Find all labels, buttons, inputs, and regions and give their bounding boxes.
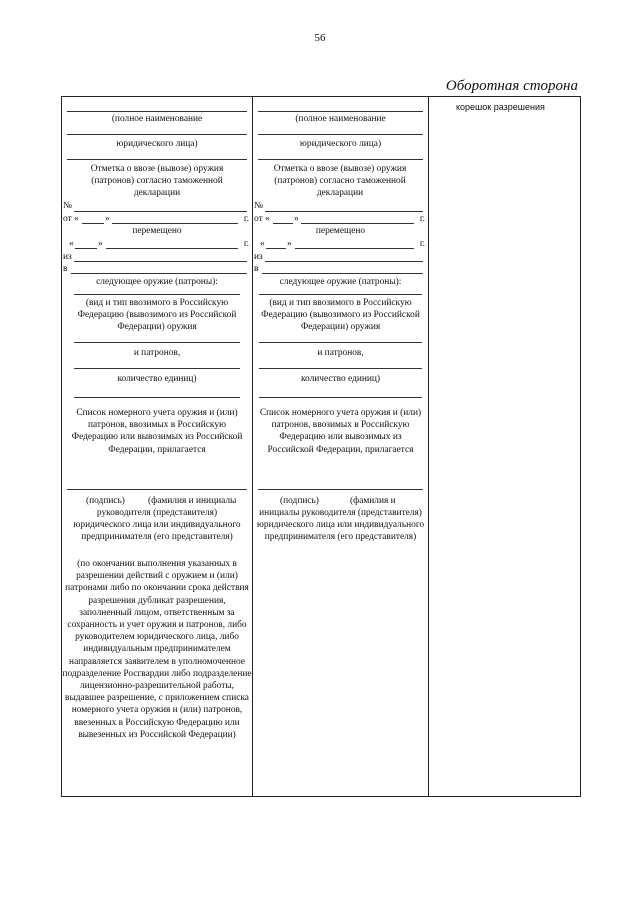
quote-close: » [98,239,103,249]
name-line [258,134,423,135]
year-label: г. [419,239,425,249]
from-place-field [265,261,423,262]
customs-caption: Отметка о ввозе (вывозе) оружия (патронов) согласно таможенной декларации [90,164,224,199]
page-number: 56 [314,32,326,44]
month-field [301,223,414,224]
customs-caption: Отметка о ввозе (вывозе) оружия (патронов) согласно таможенной декларации [273,164,407,199]
side-label: Оборотная сторона [445,78,578,94]
date-open-quote: « [260,239,265,249]
number-label: № [63,201,72,211]
quote-close: » [294,214,299,224]
signature-line [258,489,423,490]
form-table [61,96,581,797]
date-open-quote: « [69,239,74,249]
day-field [266,248,286,249]
column-divider-2 [428,97,429,796]
name-line [258,159,423,160]
name-line [67,159,247,160]
year-label: г. [243,214,249,224]
list-note: Список номерного учета оружия и (или) патронов, ввозимых в Российскую Федерацию или вывозимых из Российской Федерации, прилагается [71,408,243,455]
to-place-field [71,273,247,274]
signatory-caption: руководителя (представителя) юридического лица или индивидуального предпринимателя (его представителя) [73,508,241,543]
from-label: от « [63,214,79,224]
from-place-label: из [63,252,72,262]
number-label: № [254,201,263,211]
column-divider-1 [252,97,253,796]
quantity-caption: количество единиц) [300,374,381,384]
signatory-caption: инициалы руководителя (представителя) юридического лица или индивидуального предпринимателя (его представителя) [256,508,425,543]
quote-close: » [105,214,110,224]
month-field [112,223,238,224]
quantity-line [259,397,422,398]
year-label: г. [243,239,249,249]
day-field [75,248,97,249]
quantity-line [74,397,240,398]
year-label: г. [419,214,425,224]
number-field [74,211,247,212]
name-caption: юридического лица) [299,139,382,149]
full-name-caption: (фамилия и инициалы [148,496,237,506]
to-place-label: в [63,264,68,274]
weapons-label: следующее оружие (патроны): [279,277,402,287]
quantity-line [74,368,240,369]
cartridges-caption: и патронов, [133,348,181,358]
month-field [295,248,414,249]
from-place-label: из [254,252,263,262]
name-line [258,111,423,112]
weapon-type-caption: (вид и тип ввозимого в Российскую Федерацию (вывозимого из Российской Федерации) оружия [261,298,420,333]
name-caption: (полное наименование [295,114,386,124]
cartridges-caption: и патронов, [317,348,364,358]
to-place-field [262,273,423,274]
quantity-caption: количество единиц) [117,374,197,384]
signature-caption: (подпись) [86,496,125,506]
full-name-caption: (фамилия и [350,496,396,506]
cartridges-line [74,342,240,343]
weapons-field [259,294,422,295]
signature-line [67,489,247,490]
weapons-field [74,294,240,295]
from-place-field [74,261,247,262]
moved-label: перемещено [315,226,366,236]
moved-label: перемещено [132,226,182,236]
day-field [82,223,104,224]
quantity-line [259,368,422,369]
from-label: от « [254,214,270,224]
quote-close: » [287,239,292,249]
day-field [273,223,293,224]
name-caption: (полное наименование [111,114,203,124]
stub-label: корешок разрешения [456,102,545,112]
signature-caption: (подпись) [280,496,319,506]
to-place-label: в [254,264,259,274]
number-field [265,211,423,212]
weapon-type-caption: (вид и тип ввозимого в Российскую Федерацию (вывозимого из Российской Федерации) оружия [77,298,237,333]
name-line [67,134,247,135]
list-note: Список номерного учета оружия и (или) патронов, ввозимых в Российскую Федерацию или вывозимых из Российской Федерации, прилагается [259,408,422,455]
cartridges-line [259,342,422,343]
month-field [106,248,238,249]
return-instructions: (по окончании выполнения указанных в разрешении действий с оружием и (или) патронами либо по окончании срока действия разрешения дубликат разрешения, заполненный лицом, ответственным за сохранность и учет оружия и патронов, либо руководителем юридического лица, либо индивидуальным предпринимателем направляется заявителем в уполномоченное подразделение Росгвардии либо подразделение лицензионно-разрешительной работы, выдавшее разрешение, с приложением списка номерного учета оружия и (или) патронов, ввезенных в Российскую Федерацию или вывезенных из Российской Федерации) [62,559,252,740]
name-caption: юридического лица) [116,139,198,149]
name-line [67,111,247,112]
weapons-label: следующее оружие (патроны): [96,277,218,287]
